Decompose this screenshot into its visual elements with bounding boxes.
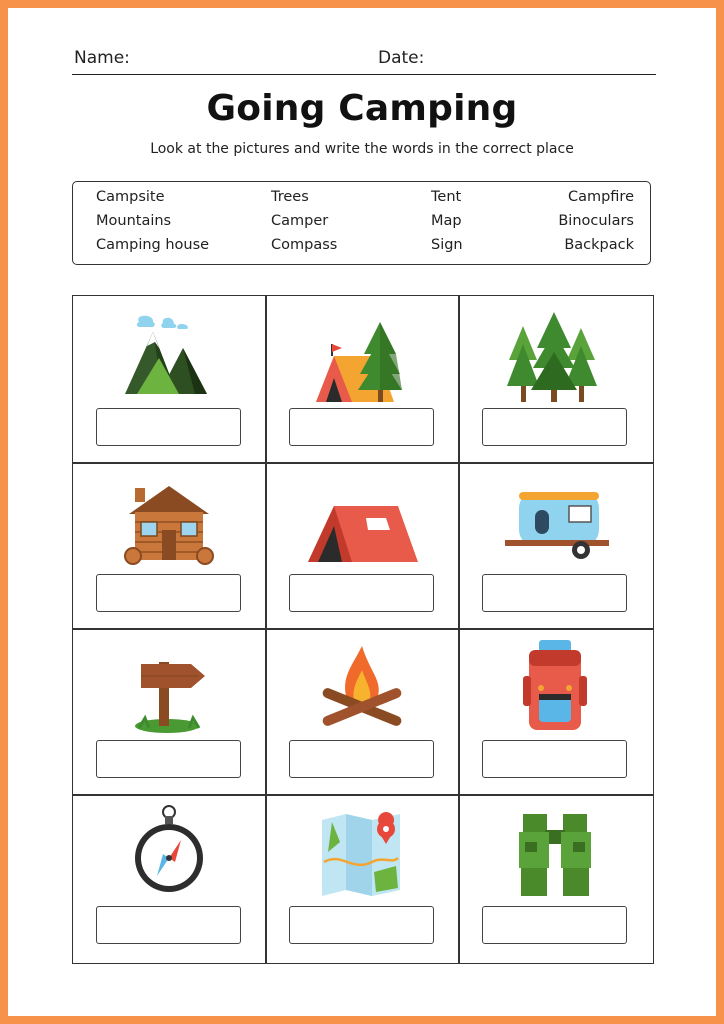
word-bank-item: Sign xyxy=(431,237,463,253)
answer-box[interactable] xyxy=(96,906,241,944)
campfire-icon xyxy=(312,636,412,736)
word-bank-item: Campfire xyxy=(567,189,634,205)
word-bank xyxy=(72,181,651,265)
picture-cell xyxy=(266,628,459,795)
picture-grid xyxy=(72,295,654,964)
picture-cell xyxy=(459,296,652,463)
answer-box[interactable] xyxy=(482,740,627,778)
answer-box[interactable] xyxy=(289,740,434,778)
answer-box[interactable] xyxy=(289,574,434,612)
picture-cell xyxy=(459,462,652,629)
answer-box[interactable] xyxy=(289,906,434,944)
sign-icon xyxy=(119,636,219,736)
worksheet-title: Going Camping xyxy=(206,88,518,129)
picture-cell xyxy=(73,794,266,961)
answer-box[interactable] xyxy=(482,906,627,944)
backpack-icon xyxy=(505,636,605,736)
word-bank-item: Trees xyxy=(271,189,309,205)
picture-cell xyxy=(459,628,652,795)
picture-cell xyxy=(73,296,266,463)
word-bank-item: Mountains xyxy=(96,213,172,229)
header-line xyxy=(72,42,656,75)
answer-box[interactable] xyxy=(289,408,434,446)
word-bank-item: Binoculars xyxy=(558,213,634,229)
picture-cell xyxy=(266,794,459,961)
picture-cell xyxy=(73,628,266,795)
tent-icon xyxy=(302,470,422,570)
answer-box[interactable] xyxy=(482,408,627,446)
word-bank-item: Campsite xyxy=(96,189,165,205)
word-bank-item: Backpack xyxy=(564,237,634,253)
word-bank-item: Tent xyxy=(431,189,462,205)
picture-cell xyxy=(73,462,266,629)
trees-icon xyxy=(505,304,605,404)
picture-cell xyxy=(266,462,459,629)
answer-box[interactable] xyxy=(96,574,241,612)
picture-cell xyxy=(266,296,459,463)
binoculars-icon xyxy=(505,802,605,902)
word-bank-item: Compass xyxy=(271,237,338,253)
answer-box[interactable] xyxy=(96,740,241,778)
map-icon xyxy=(312,802,412,902)
mountains-icon xyxy=(119,304,219,404)
answer-box[interactable] xyxy=(482,574,627,612)
date-label: Date: xyxy=(378,48,425,68)
camping-house-icon xyxy=(119,470,219,570)
camper-icon xyxy=(495,470,615,570)
instructions: Look at the pictures and write the words in the correct place xyxy=(150,141,574,157)
picture-cell xyxy=(459,794,652,961)
word-bank-item: Camping house xyxy=(96,237,210,253)
word-bank-item: Map xyxy=(431,213,462,229)
answer-box[interactable] xyxy=(96,408,241,446)
name-label: Name: xyxy=(74,48,130,68)
compass-icon xyxy=(119,802,219,902)
word-bank-item: Camper xyxy=(271,213,329,229)
campsite-icon xyxy=(312,304,412,404)
